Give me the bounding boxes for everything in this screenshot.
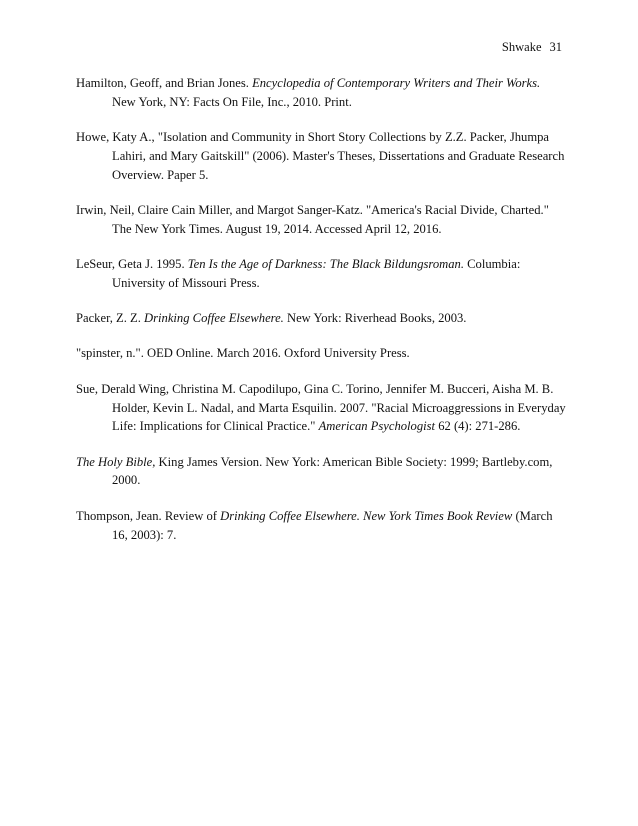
reference-entry [76, 380, 566, 436]
reference-title: Drinking Coffee Elsewhere. [144, 311, 284, 326]
reference-text: LeSeur, Geta J. 1995. [76, 257, 188, 272]
reference-text: Thompson, Jean. Review of [76, 508, 221, 523]
reference-text: Irwin, Neil, Claire Cain Miller, and Margot Sanger-Katz. "America's Racial Divide, Charted." The New York Times. August 19, 2014. Accessed April 12, 2016. [76, 202, 549, 236]
reference-title: The Holy Bible, [76, 454, 156, 469]
reference-title: American Psychologist [318, 419, 436, 434]
reference-text: "spinster, n.". OED Online. March 2016. Oxford University Press. [76, 346, 410, 361]
running-head [502, 39, 562, 55]
reference-title: Ten Is the Age of Darkness: The Black Bildungsroman. [187, 257, 464, 272]
reference-text: Packer, Z. Z. [76, 311, 145, 326]
page-number: 31 [549, 40, 562, 54]
reference-text: (March 16, 2003): 7. [112, 508, 553, 542]
reference-entry [76, 507, 566, 545]
reference-text: Columbia: University of Missouri Press. [112, 257, 521, 290]
reference-entry [76, 453, 566, 491]
reference-text: Hamilton, Geoff, and Brian Jones. [76, 76, 253, 90]
reference-text: New York: Riverhead Books, 2003. [283, 311, 467, 326]
reference-entry [76, 309, 566, 328]
reference-entry [76, 74, 566, 112]
works-cited-list [76, 74, 566, 561]
reference-entry [76, 255, 566, 293]
reference-entry [76, 344, 566, 363]
reference-text: New York, NY: Facts On File, Inc., 2010. Print. [112, 94, 352, 109]
running-head-author: Shwake [501, 40, 542, 54]
reference-text: 62 (4): 271-286. [435, 419, 521, 434]
reference-text: Sue, Derald Wing, Christina M. Capodilupo, Gina C. Torino, Jennifer M. Bucceri, Aisha M. B. Holder, Kevin L. Nadal, and Marta Esquilin. 2007. "Racial Microaggressions in Everyday Life: Implications for Clinical Practice." [76, 381, 566, 434]
reference-text: King James Version. New York: American Bible Society: 1999; Bartleby.com, 2000. [112, 454, 553, 488]
reference-entry [76, 128, 566, 184]
reference-title: Drinking Coffee Elsewhere. New York Times Book Review [220, 508, 513, 523]
reference-entry [76, 201, 566, 239]
reference-title: Encyclopedia of Contemporary Writers and Their Works. [252, 76, 541, 90]
reference-text: Howe, Katy A., "Isolation and Community in Short Story Collections by Z.Z. Packer, Jhumpa Lahiri, and Mary Gaitskill" (2006). Master's Theses, Dissertations and Graduate Research Overview. Paper 5. [76, 130, 565, 182]
